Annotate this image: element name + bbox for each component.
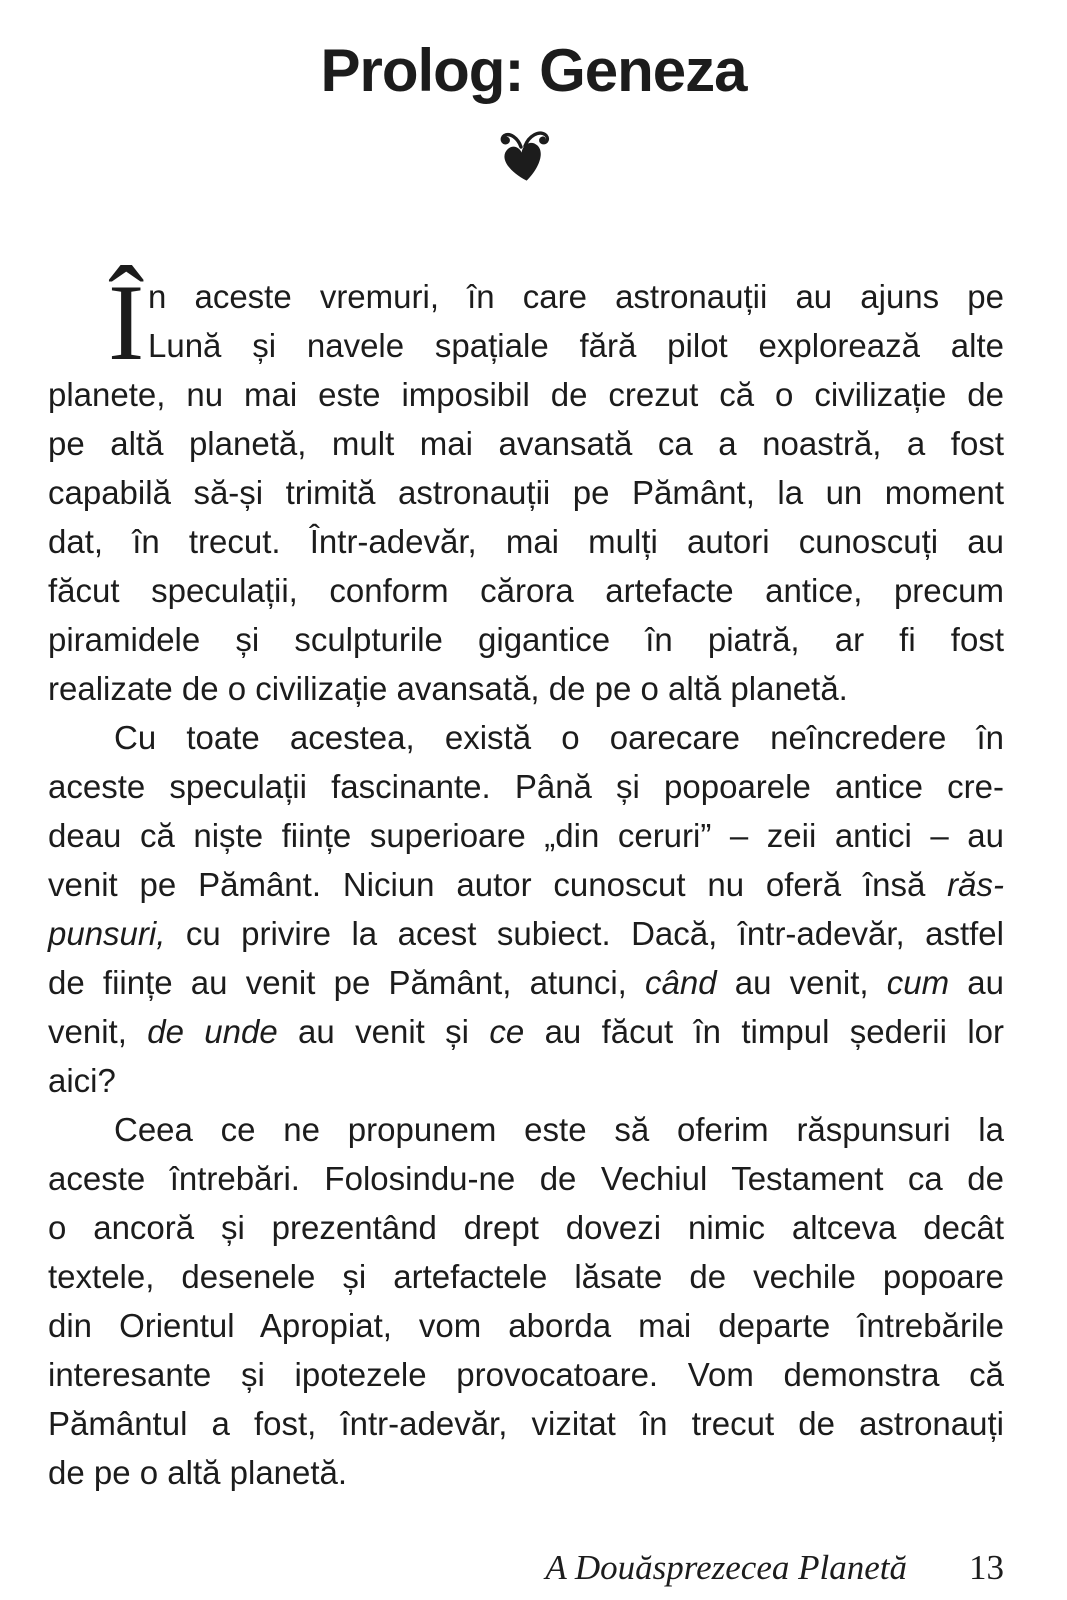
- italic-text-segment: când: [645, 964, 717, 1001]
- text-line: [48, 909, 1004, 958]
- text-segment: au făcut în timpul șederii lor: [524, 1013, 1004, 1050]
- text-segment: pe altă planetă, mult mai avansată ca a noastră, a fost: [48, 425, 1004, 462]
- text-line: [48, 1105, 1004, 1154]
- text-line: [48, 811, 1004, 860]
- text-line: [48, 1203, 1004, 1252]
- text-segment: Pământul a fost, într-adevăr, vizitat în trecut de astronauți: [48, 1405, 1004, 1442]
- italic-text-segment: cum: [886, 964, 950, 1001]
- text-line: [48, 1252, 1004, 1301]
- text-segment: textele, desenele și artefactele lăsate de vechile popoare: [48, 1258, 1004, 1295]
- text-segment: din Orientul Apropiat, vom aborda mai departe întrebările: [48, 1307, 1004, 1344]
- chapter-title: Prolog: Geneza: [320, 37, 747, 104]
- text-segment: deau că niște ființe superioare „din ceruri” – zeii antici – au: [48, 817, 1004, 854]
- text-segment: au venit,: [716, 964, 887, 1001]
- text-segment: interesante și ipotezele provocatoare. Vom demonstra că: [48, 1356, 1004, 1393]
- text-segment: venit pe Pământ. Niciun autor cunoscut nu oferă însă: [48, 866, 948, 903]
- text-line: [48, 272, 1004, 321]
- text-line: [48, 370, 1004, 419]
- text-segment: capabilă să-și trimită astronauții pe Pământ, la un moment: [48, 474, 1004, 511]
- italic-text-segment: punsuri,: [48, 915, 166, 952]
- text-segment: cu privire la acest subiect. Dacă, într-adevăr, astfel: [165, 915, 1004, 952]
- text-line: [48, 1350, 1004, 1399]
- text-segment: planete, nu mai este imposibil de crezut că o civilizație de: [48, 376, 1004, 413]
- text-line: [48, 713, 1004, 762]
- text-segment: au venit și: [277, 1013, 490, 1050]
- text-segment: o ancoră și prezentând drept dovezi nimic altceva decât: [48, 1209, 1004, 1246]
- text-segment: piramidele și sculpturile gigantice în piatră, ar fi fost: [48, 621, 1004, 658]
- text-segment: aici?: [48, 1062, 116, 1099]
- text-segment: de pe o altă planetă.: [48, 1454, 348, 1491]
- text-line: [48, 664, 1004, 713]
- text-segment: au: [949, 964, 1004, 1001]
- text-segment: aceste întrebări. Folosindu-ne de Vechiul Testament ca de: [48, 1160, 1004, 1197]
- text-segment: Lună și navele spațiale fără pilot explorează alte: [148, 327, 1004, 364]
- text-segment: făcut speculații, conform cărora artefacte antice, precum: [48, 572, 1004, 609]
- italic-text-segment: răs-: [947, 866, 1004, 903]
- text-line: [48, 762, 1004, 811]
- text-segment: de ființe au venit pe Pământ, atunci,: [48, 964, 646, 1001]
- text-segment: Ceea ce ne propunem este să oferim răspunsuri la: [114, 1111, 1004, 1148]
- text-line: [48, 1448, 1004, 1497]
- text-line: [48, 1007, 1004, 1056]
- running-book-title: A Douăsprezecea Planetă: [545, 1548, 907, 1587]
- text-segment: realizate de o civilizație avansată, de pe o altă planetă.: [48, 670, 848, 707]
- text-line: [48, 1399, 1004, 1448]
- text-segment: Cu toate acestea, există o oarecare neîncredere în: [114, 719, 1004, 756]
- drop-cap: [48, 262, 148, 383]
- text-line: [48, 1154, 1004, 1203]
- text-line: [48, 321, 1004, 370]
- text-line: [48, 1056, 1004, 1105]
- floral-heart-icon: [491, 126, 555, 186]
- italic-text-segment: de unde: [147, 1013, 278, 1050]
- text-line: [48, 468, 1004, 517]
- drop-cap-letter: Î: [108, 262, 145, 383]
- text-segment: venit,: [48, 1013, 148, 1050]
- text-line: [48, 615, 1004, 664]
- text-block: [48, 262, 1004, 1497]
- text-line: [48, 517, 1004, 566]
- text-segment: n aceste vremuri, în care astronauții au ajuns pe: [148, 278, 1004, 315]
- italic-text-segment: ce: [489, 1013, 525, 1050]
- text-segment: aceste speculații fascinante. Până și popoarele antice cre-: [48, 768, 1004, 805]
- text-line: [48, 958, 1004, 1007]
- page-number: 13: [969, 1548, 1004, 1587]
- text-line: [48, 860, 1004, 909]
- text-line: [48, 419, 1004, 468]
- text-line: [48, 1301, 1004, 1350]
- page-footer: [48, 1548, 1004, 1588]
- text-segment: dat, în trecut. Într-adevăr, mai mulți autori cunoscuți au: [48, 523, 1004, 560]
- text-line: [48, 566, 1004, 615]
